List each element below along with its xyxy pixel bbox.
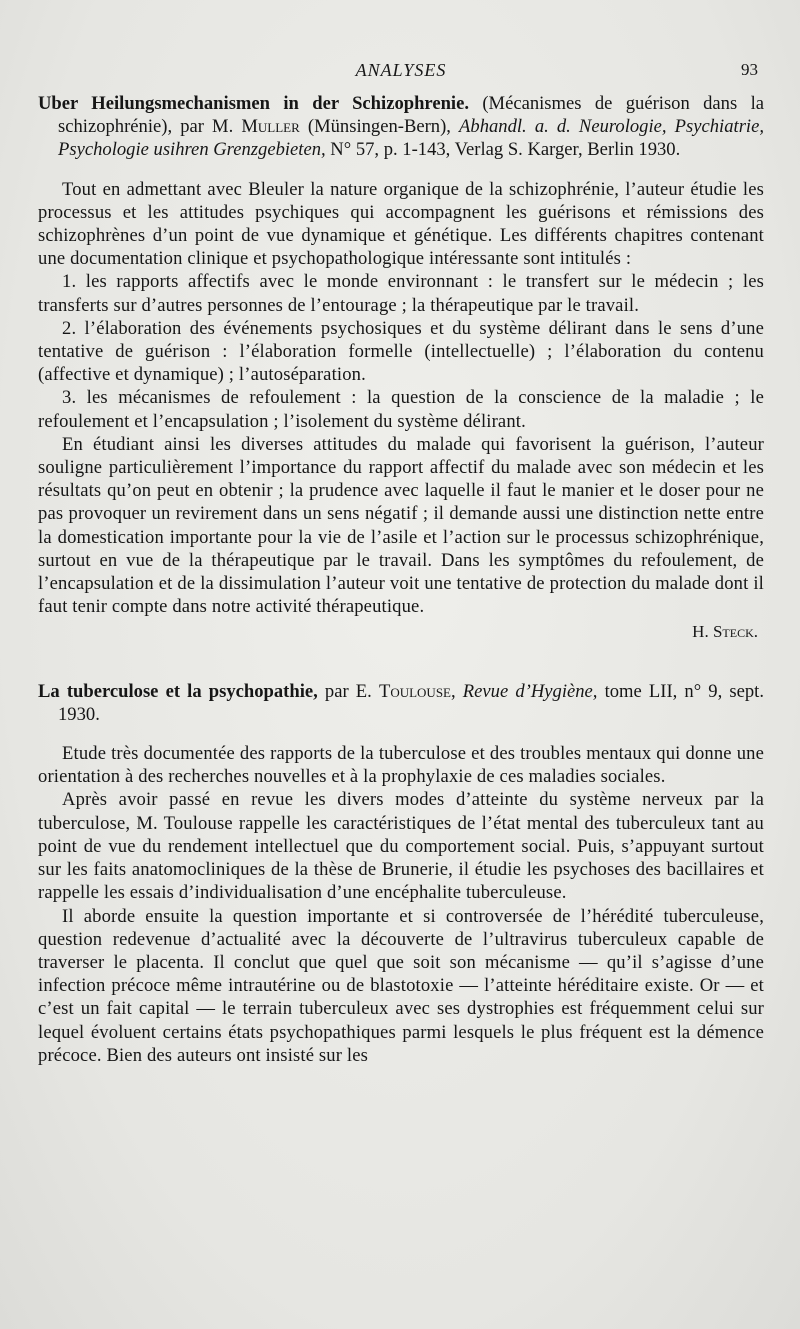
paragraph: Tout en admettant avec Bleuler la nature organique de la schizophrénie, l’auteur étudie les processus et les attitudes psychiques qui accompagnent les guérisons et rémissions des schizophrènes d’un point de vue dynamique et génétique. Les différents chapitres contenant une documentation clinique et psychopathologique intéressante sont intitulés : bbox=[38, 178, 764, 270]
article-title: Uber Heilungsmechanismen in der Schizophrenie. bbox=[38, 93, 469, 114]
entry-body bbox=[38, 178, 764, 619]
reviewer-name: Steck. bbox=[712, 622, 758, 642]
reviewer-initial: H. bbox=[692, 622, 713, 642]
entry-citation bbox=[38, 92, 764, 162]
paragraph: En étudiant ainsi les diverses attitudes du malade qui favorisent la guérison, l’auteur souligne particulièrement l’importance du rapport affectif du malade avec son médecin et les résultats qu’on peut en obtenir ; la prudence avec laquelle il faut le manier et le doser pour ne pas provoquer un revirement dans un sens négatif ; il demande aussi une distinction nette entre la domestication importante pour la vie de l’asile et l’action sur le processus schizophrénique, surtout en vue de la thérapeutique par le travail. Dans les symptômes du refoulement, de l’encapsulation et de la dissimulation l’auteur voit une tentative de protection du malade dont il faut tenir compte dans notre activité thérapeutique. bbox=[38, 433, 764, 618]
paragraph: 2. l’élaboration des événements psychosiques et du système délirant dans le sens d’une tentative de guérison : l’élaboration formelle (intellectuelle) ; l’élaboration du contenu (affective et dynamique) ; l’autoséparation. bbox=[38, 317, 764, 386]
journal-name: Abhandl. a. d. Neurologie, Psychiatrie, Psychologie usihren Grenzgebieten, bbox=[58, 116, 764, 161]
running-title: ANALYSES bbox=[355, 60, 447, 80]
journal-name: Revue d’Hygiène, bbox=[462, 680, 598, 702]
citation-text: N° 57, p. 1-143, Verlag S. Karger, Berlin 1930. bbox=[325, 139, 681, 161]
citation-text: tome LII, n° 9, sept. 1930. bbox=[58, 680, 764, 725]
citation-text: (Münsingen-Bern), bbox=[299, 116, 460, 138]
paragraph: Il aborde ensuite la question importante et si controversée de l’hérédité tuberculeuse, question redevenue d’actualité avec la découverte de l’ultravirus tuberculeux capable de traverser le placenta. Il conclut que quel que soit son mécanisme — qu’il s’agisse d’une infection précoce même intrautérine ou de blastotoxie — l’atteinte héréditaire existe. Or — et c’est un fait capital — le terrain tuberculeux avec ses dystrophies est fréquemment celui sur lequel évoluent certains états psychopathiques parmi lesquels le plus fréquent est la démence précoce. Bien des auteurs ont insisté sur les bbox=[38, 905, 764, 1066]
paragraph: 1. les rapports affectifs avec le monde environnant : le transfert sur le médecin ; les transferts sur d’autres personnes de l’entourage ; la thérapeutique par le travail. bbox=[38, 271, 764, 316]
review-entry-1 bbox=[38, 92, 764, 644]
paragraph: 3. les mécanismes de refoulement : la question de la conscience de la maladie ; le refoulement et l’encapsulation ; l’isolement du système délirant. bbox=[38, 387, 764, 432]
page-number: 93 bbox=[741, 60, 758, 79]
reviewer-signature bbox=[38, 620, 764, 643]
author-name: Toulouse bbox=[378, 680, 451, 702]
review-entry-2 bbox=[38, 680, 764, 1067]
entry-citation bbox=[38, 680, 764, 726]
citation-text: par E. bbox=[317, 680, 379, 702]
paragraph: Etude très documentée des rapports de la tuberculose et des troubles mentaux qui donne une orientation à des recherches nouvelles et à la prophylaxie de ces maladies sociales. bbox=[38, 743, 764, 788]
paragraph: Après avoir passé en revue les divers modes d’atteinte du système nerveux par la tuberculose, M. Toulouse rappelle les caractéristiques de l’état mental des tuberculeux tant au point de vue du rendement intellectuel que du comportement social. Puis, s’appuyant surtout sur les faits anatomocliniques de la thèse de Brunerie, il étudie les psychoses des bacillaires et rappelle les essais d’individualisation d’une encéphalite tuberculeuse. bbox=[38, 789, 764, 904]
entry-body bbox=[38, 742, 764, 1067]
citation-text: , bbox=[451, 680, 463, 702]
article-title: La tuberculose et la psychopathie, bbox=[38, 680, 318, 702]
running-header bbox=[38, 56, 764, 88]
citation-text: (Mécanismes de guérison dans la schizophrénie), par M. bbox=[58, 93, 764, 138]
author-name: Muller bbox=[241, 116, 300, 138]
